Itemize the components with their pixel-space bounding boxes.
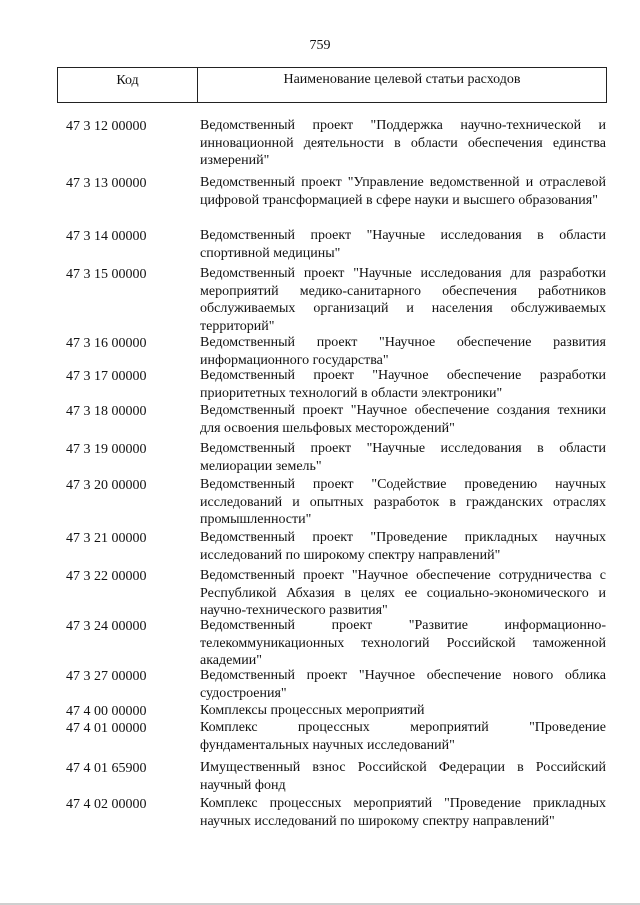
row-code: 47 3 12 00000 xyxy=(66,119,147,134)
row-code: 47 4 01 65900 xyxy=(66,761,147,776)
row-description: Ведомственный проект "Научные исследования для разработки мероприятий медико-санитарного обеспечения работников обслуживаемых организаций и населения обслуживаемых территорий" xyxy=(200,266,606,334)
row-description: Ведомственный проект "Научные исследования в области мелиорации земель" xyxy=(200,441,606,474)
row-description: Ведомственный проект "Поддержка научно-технической и инновационной деятельности в области обеспечения единства измерений" xyxy=(200,118,606,168)
row-code: 47 4 01 00000 xyxy=(66,721,147,736)
row-code: 47 4 00 00000 xyxy=(66,704,147,719)
row-description: Ведомственный проект "Научное обеспечение создания техники для освоения шельфовых месторождений" xyxy=(200,403,606,436)
row-description: Комплекс процессных мероприятий "Проведение прикладных научных исследований по широкому спектру направлений" xyxy=(200,796,606,829)
row-code: 47 3 16 00000 xyxy=(66,336,147,351)
page-number: 759 xyxy=(309,38,331,53)
header-name-column: Наименование целевой статьи расходов xyxy=(283,72,521,87)
row-code: 47 3 18 00000 xyxy=(66,404,147,419)
row-code: 47 3 14 00000 xyxy=(66,229,147,244)
row-description: Ведомственный проект "Содействие проведению научных исследований и опытных разработок в гражданских отраслях промышленности" xyxy=(200,477,606,527)
row-code: 47 3 24 00000 xyxy=(66,619,147,634)
row-code: 47 4 02 00000 xyxy=(66,797,147,812)
row-code: 47 3 27 00000 xyxy=(66,669,147,684)
row-description: Ведомственный проект "Научное обеспечение сотрудничества с Республикой Абхазия в целях ее социально-экономического и научно-технического развития" xyxy=(200,568,606,618)
row-code: 47 3 22 00000 xyxy=(66,569,147,584)
header-code-column: Код xyxy=(58,68,198,102)
row-description: Комплекс процессных мероприятий "Проведение фундаментальных научных исследований" xyxy=(200,720,606,753)
row-description: Ведомственный проект "Научное обеспечение развития информационного государства" xyxy=(200,335,606,368)
row-description: Ведомственный проект "Научное обеспечение разработки приоритетных технологий в области электроники" xyxy=(200,368,606,401)
row-description: Комплексы процессных мероприятий xyxy=(200,703,425,718)
row-code: 47 3 20 00000 xyxy=(66,478,147,493)
row-code: 47 3 21 00000 xyxy=(66,531,147,546)
row-description: Ведомственный проект "Управление ведомственной и отраслевой цифровой трансформацией в сфере науки и высшего образования" xyxy=(200,175,606,208)
row-code: 47 3 17 00000 xyxy=(66,369,147,384)
row-description: Ведомственный проект "Развитие информационно-телекоммуникационных технологий Российской таможенной академии" xyxy=(200,618,606,668)
table-header xyxy=(57,67,607,103)
row-description: Имущественный взнос Российской Федерации в Российский научный фонд xyxy=(200,760,606,793)
row-description: Ведомственный проект "Научные исследования в области спортивной медицины" xyxy=(200,228,606,261)
row-description: Ведомственный проект "Научное обеспечение нового облика судостроения" xyxy=(200,668,606,701)
row-code: 47 3 19 00000 xyxy=(66,442,147,457)
row-code: 47 3 15 00000 xyxy=(66,267,147,282)
row-description: Ведомственный проект "Проведение прикладных научных исследований по широкому спектру направлений" xyxy=(200,530,606,563)
row-code: 47 3 13 00000 xyxy=(66,176,147,191)
